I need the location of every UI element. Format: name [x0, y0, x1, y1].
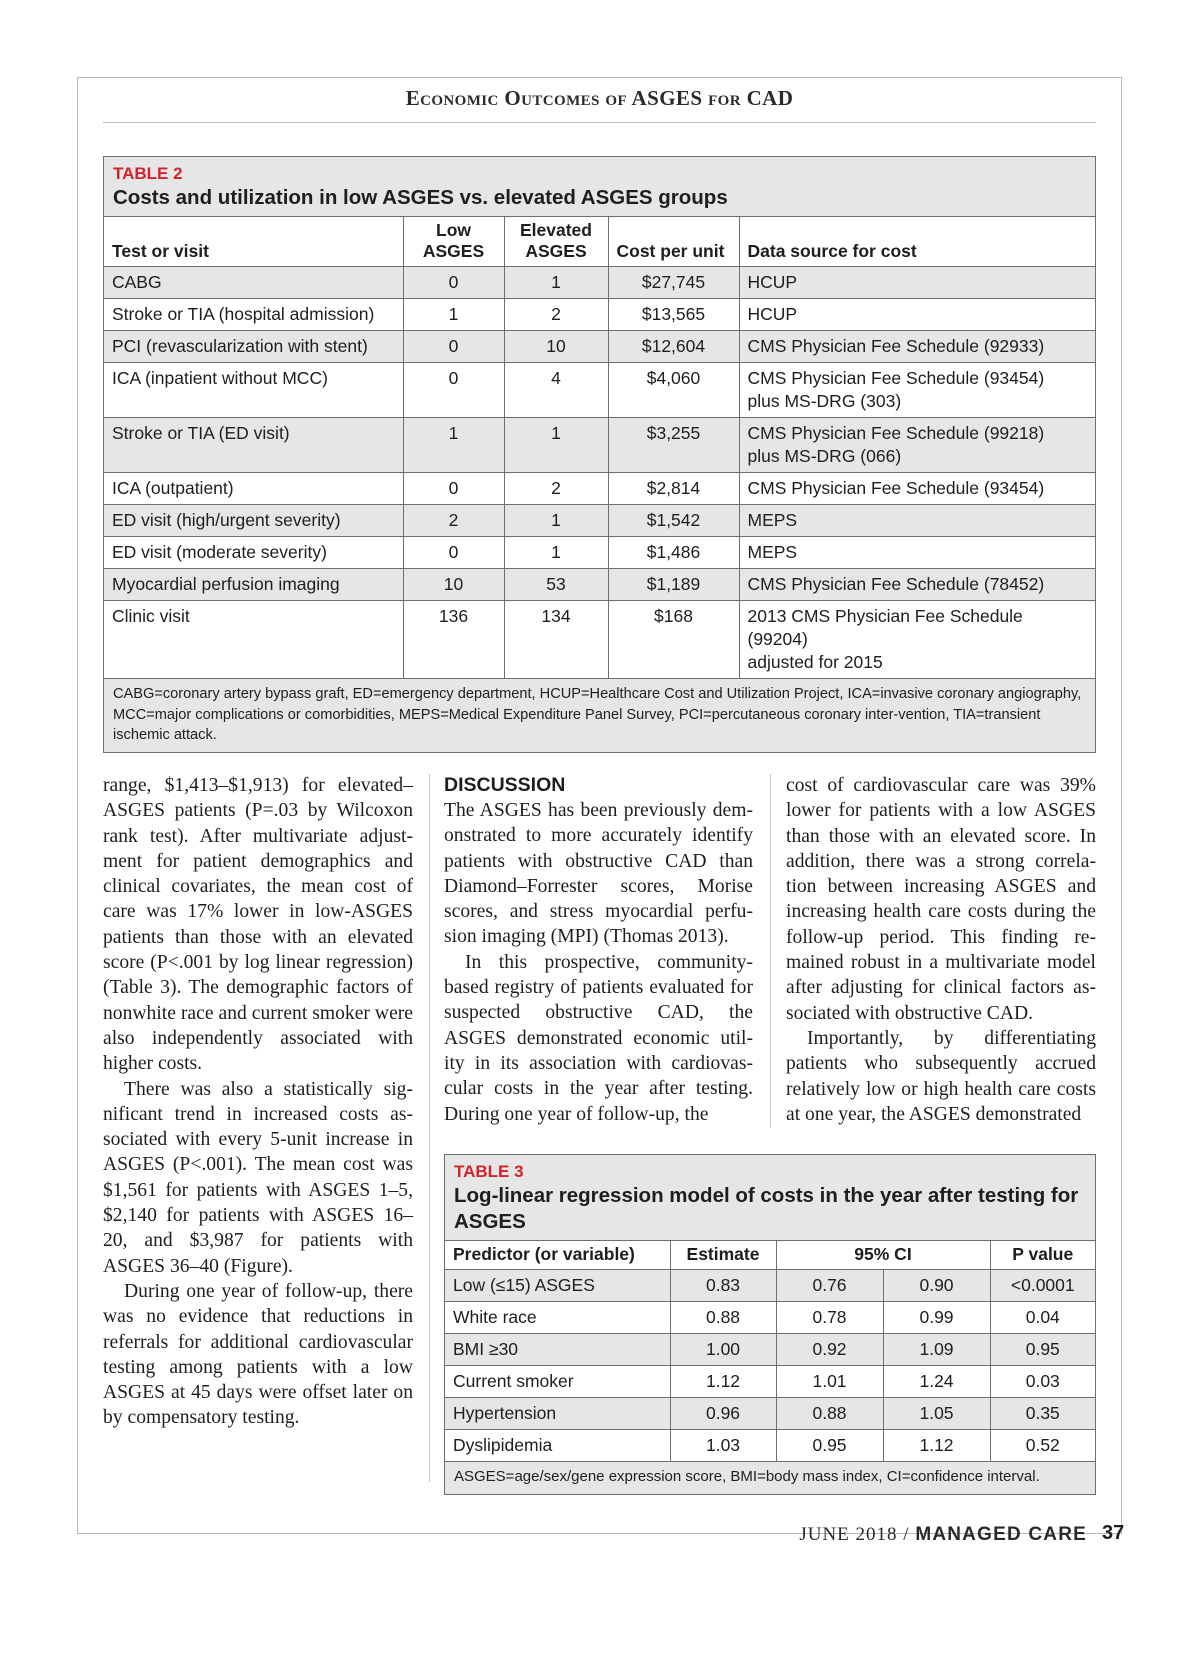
cell-predictor: White race [445, 1302, 670, 1334]
cell-ci-high: 1.12 [883, 1430, 990, 1462]
cell-source-line1: CMS Physician Fee Schedule (99218) [747, 423, 1045, 443]
cell-cost: $2,814 [608, 473, 739, 505]
cell-source-line1: CMS Physician Fee Schedule (92933) [747, 336, 1045, 356]
table-row [445, 1302, 1095, 1334]
cell-cost: $27,745 [608, 267, 739, 299]
col-header-test: Test or visit [104, 217, 403, 267]
table-3-grid [445, 1240, 1095, 1461]
col-header-low-line2: ASGES [422, 241, 485, 261]
col-header-ci: 95% CI [776, 1241, 990, 1270]
running-head: Economic Outcomes of ASGES for CAD [405, 86, 794, 110]
cell-elevated: 2 [504, 299, 608, 331]
cell-ci-high: 1.05 [883, 1398, 990, 1430]
cell-estimate: 0.88 [670, 1302, 776, 1334]
table-3-footnote: ASGES=age/sex/gene expression score, BMI=body mass index, CI=confidence interval. [445, 1461, 1095, 1494]
col1-paragraph-1: range, $1,413–$1,913) for elevated–ASGES patients (P=.03 by Wilcoxon rank test). After multivariate adjust-ment for patient demographics and clinical covariates, the mean cost of care was 17% lower in low-ASGES patients than those with an elevated score (P<.001 by log linear regression) (Table 3). The demographic factors of nonwhite race and current smoker were also independently associated with higher costs. [103, 775, 413, 1075]
col-header-cost: Cost per unit [608, 217, 739, 267]
cell-source [739, 299, 1095, 331]
cell-ci-high: 0.99 [883, 1302, 990, 1334]
cell-elevated: 53 [504, 569, 608, 601]
cell-source-line2: adjusted for 2015 [747, 652, 883, 672]
cell-estimate: 0.83 [670, 1270, 776, 1302]
cell-predictor: Low (≤15) ASGES [445, 1270, 670, 1302]
cell-p-value: 0.52 [990, 1430, 1095, 1462]
cell-p-value: <0.0001 [990, 1270, 1095, 1302]
col-header-estimate: Estimate [670, 1241, 776, 1270]
footer-issue: JUNE 2018 / [799, 1524, 910, 1545]
table-2-footnote: CABG=coronary artery bypass graft, ED=emergency department, HCUP=Healthcare Cost and Utilization Project, ICA=invasive coronary angiography, MCC=major complications or comorbidities, MEPS=Medical Expenditure Panel Survey, PCI=percutaneous coronary inter-vention, TIA=transient ischemic attack. [104, 678, 1095, 752]
cell-source [739, 363, 1095, 418]
cell-test: ICA (inpatient without MCC) [104, 363, 403, 418]
cell-source-line2: plus MS-DRG (303) [747, 391, 902, 411]
cell-ci-high: 1.09 [883, 1334, 990, 1366]
table-row [104, 418, 1095, 473]
table-row [104, 299, 1095, 331]
cell-source [739, 601, 1095, 679]
cell-estimate: 0.96 [670, 1398, 776, 1430]
table-row [104, 267, 1095, 299]
cell-estimate: 1.03 [670, 1430, 776, 1462]
table-row [445, 1398, 1095, 1430]
table-row [445, 1334, 1095, 1366]
cell-source-line1: CMS Physician Fee Schedule (78452) [747, 574, 1045, 594]
cell-test: Clinic visit [104, 601, 403, 679]
cell-test: ED visit (high/urgent severity) [104, 505, 403, 537]
table-row [104, 505, 1095, 537]
page-number: 37 [1102, 1522, 1125, 1544]
cell-source-line1: HCUP [747, 304, 798, 324]
cell-low: 1 [403, 418, 504, 473]
cell-cost: $12,604 [608, 331, 739, 363]
cell-test: Myocardial perfusion imaging [104, 569, 403, 601]
table-row [445, 1430, 1095, 1462]
cell-source-line1: CMS Physician Fee Schedule (93454) [747, 478, 1045, 498]
cell-test: Stroke or TIA (hospital admission) [104, 299, 403, 331]
cell-test: ED visit (moderate severity) [104, 537, 403, 569]
cell-p-value: 0.03 [990, 1366, 1095, 1398]
cell-cost: $168 [608, 601, 739, 679]
col-header-elevated [504, 217, 608, 267]
cell-test: PCI (revascularization with stent) [104, 331, 403, 363]
cell-cost: $13,565 [608, 299, 739, 331]
cell-ci-low: 1.01 [776, 1366, 883, 1398]
cell-ci-low: 0.88 [776, 1398, 883, 1430]
col3-paragraph-2: Importantly, by differentiating patients who subsequently accrued relatively low or high health care costs at one year, the ASGES demonstrated [786, 1027, 1096, 1125]
discussion-heading: DISCUSSION [444, 774, 566, 796]
table-row [104, 537, 1095, 569]
cell-cost: $4,060 [608, 363, 739, 418]
cell-predictor: BMI ≥30 [445, 1334, 670, 1366]
cell-source-line1: HCUP [747, 272, 798, 292]
cell-elevated: 4 [504, 363, 608, 418]
body-column-1 [103, 773, 413, 1431]
table-2 [103, 156, 1096, 753]
cell-low: 136 [403, 601, 504, 679]
cell-low: 0 [403, 363, 504, 418]
cell-ci-low: 0.78 [776, 1302, 883, 1334]
col-header-elevated-line1: Elevated [520, 220, 592, 240]
cell-elevated: 1 [504, 537, 608, 569]
cell-source [739, 569, 1095, 601]
cell-cost: $3,255 [608, 418, 739, 473]
cell-test: ICA (outpatient) [104, 473, 403, 505]
cell-cost: $1,542 [608, 505, 739, 537]
cell-ci-high: 1.24 [883, 1366, 990, 1398]
cell-elevated: 10 [504, 331, 608, 363]
col2-paragraph-1: The ASGES has been previously dem-onstrated to more accurately identify patients with obstructive CAD than Diamond–Forrester scores, Morise scores, and stress myocardial perfu-sion imaging (MPI) (Thomas 2013). [444, 800, 753, 948]
cell-cost: $1,486 [608, 537, 739, 569]
cell-low: 0 [403, 473, 504, 505]
table-row [104, 363, 1095, 418]
table-3-label: TABLE 3 [454, 1162, 524, 1181]
table-row [445, 1366, 1095, 1398]
cell-low: 0 [403, 331, 504, 363]
cell-source-line2: plus MS-DRG (066) [747, 446, 902, 466]
cell-source-line1: 2013 CMS Physician Fee Schedule (99204) [747, 606, 1023, 649]
cell-p-value: 0.95 [990, 1334, 1095, 1366]
cell-cost: $1,189 [608, 569, 739, 601]
cell-ci-low: 0.92 [776, 1334, 883, 1366]
cell-predictor: Dyslipidemia [445, 1430, 670, 1462]
cell-source-line1: MEPS [747, 510, 798, 530]
col1-paragraph-3: During one year of follow-up, there was no evidence that reductions in referrals for additional cardiovascular testing among patients with a low ASGES at 45 days were offset later on by compensatory testing. [103, 1280, 413, 1429]
cell-source-line1: CMS Physician Fee Schedule (93454) [747, 368, 1045, 388]
cell-source [739, 505, 1095, 537]
cell-low: 10 [403, 569, 504, 601]
cell-ci-low: 0.76 [776, 1270, 883, 1302]
cell-ci-high: 0.90 [883, 1270, 990, 1302]
cell-predictor: Hypertension [445, 1398, 670, 1430]
cell-estimate: 1.12 [670, 1366, 776, 1398]
column-rule-2 [770, 774, 771, 1128]
cell-source [739, 473, 1095, 505]
header-rule [103, 122, 1096, 123]
cell-source [739, 418, 1095, 473]
table-row [104, 601, 1095, 679]
col-header-predictor: Predictor (or variable) [445, 1241, 670, 1270]
cell-test: CABG [104, 267, 403, 299]
col3-paragraph-1: cost of cardiovascular care was 39% lower for patients with a low ASGES than those with an elevated score. In addition, there was a strong correla-tion between increasing ASGES and increasing health care costs during the follow-up period. This finding re-mained robust in a multivariate model after adjusting for clinical factors as-sociated with obstructive CAD. [786, 775, 1096, 1024]
cell-ci-low: 0.95 [776, 1430, 883, 1462]
col-header-low-line1: Low [436, 220, 471, 240]
cell-low: 0 [403, 267, 504, 299]
table-2-title: Costs and utilization in low ASGES vs. elevated ASGES groups [113, 186, 728, 209]
column-rule-1 [429, 774, 430, 1482]
col2-paragraph-2: In this prospective, community-based registry of patients evaluated for suspected obstructive CAD, the ASGES demonstrated economic util-ity in its association with cardiovas-cular costs in the year after testing. During one year of follow-up, the [444, 951, 753, 1125]
cell-low: 1 [403, 299, 504, 331]
cell-elevated: 134 [504, 601, 608, 679]
footer-magazine: MANAGED CARE [915, 1524, 1087, 1545]
cell-estimate: 1.00 [670, 1334, 776, 1366]
cell-low: 2 [403, 505, 504, 537]
table-2-label: TABLE 2 [113, 164, 183, 183]
cell-elevated: 2 [504, 473, 608, 505]
body-column-2 [444, 773, 753, 1127]
page-footer [799, 1524, 1087, 1546]
cell-elevated: 1 [504, 418, 608, 473]
cell-low: 0 [403, 537, 504, 569]
table-3 [444, 1154, 1096, 1495]
cell-source [739, 267, 1095, 299]
cell-p-value: 0.35 [990, 1398, 1095, 1430]
col-header-source: Data source for cost [739, 217, 1095, 267]
cell-source [739, 331, 1095, 363]
table-row [104, 569, 1095, 601]
col-header-low [403, 217, 504, 267]
cell-test: Stroke or TIA (ED visit) [104, 418, 403, 473]
table-row [104, 473, 1095, 505]
col-header-elevated-line2: ASGES [525, 241, 587, 261]
table-row [445, 1270, 1095, 1302]
table-3-title: Log-linear regression model of costs in the year after testing for ASGES [454, 1184, 1079, 1233]
col-header-p-value: P value [990, 1241, 1095, 1270]
cell-elevated: 1 [504, 267, 608, 299]
cell-elevated: 1 [504, 505, 608, 537]
table-2-grid [104, 216, 1095, 678]
table-row [104, 331, 1095, 363]
cell-source [739, 537, 1095, 569]
cell-predictor: Current smoker [445, 1366, 670, 1398]
col1-paragraph-2: There was also a statistically sig-nificant trend in increased costs as-sociated with every 5-unit increase in ASGES (P<.001). The mean cost was $1,561 for patients with ASGES 1–5, $2,140 for patients with ASGES 16–20, and $3,987 for patients with ASGES 36–40 (Figure). [103, 1078, 413, 1277]
cell-source-line1: MEPS [747, 542, 798, 562]
body-column-3 [786, 773, 1096, 1127]
cell-p-value: 0.04 [990, 1302, 1095, 1334]
